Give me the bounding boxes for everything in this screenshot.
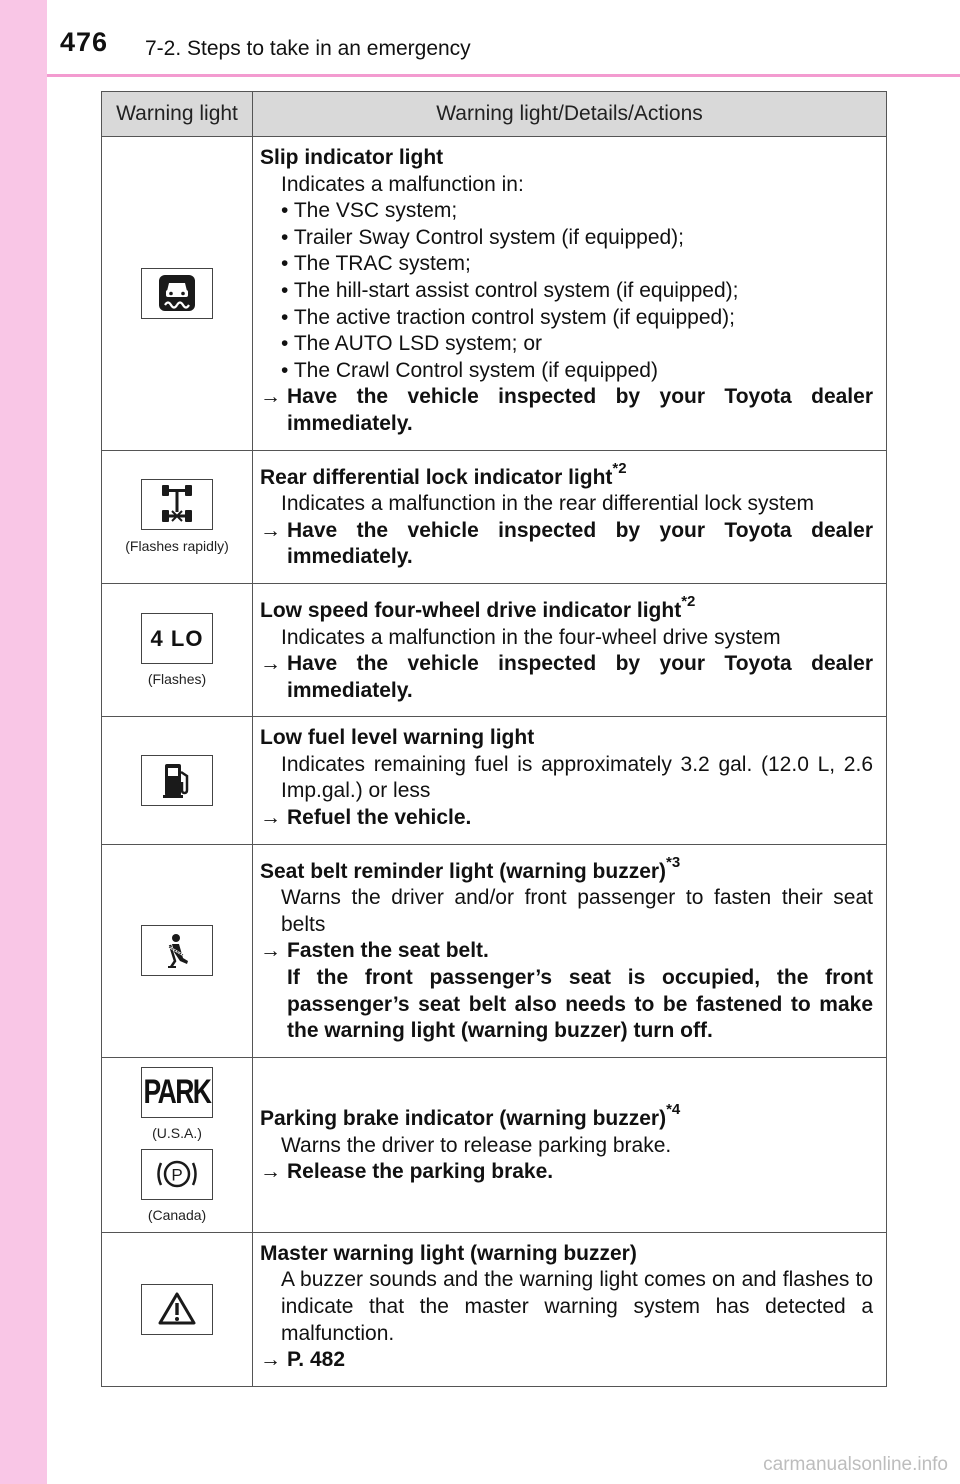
light-title: Seat belt reminder light (warning buzzer)$^{*3}$	[260, 853, 681, 883]
column-header-warning-light: Warning light	[102, 92, 253, 137]
action-text: → Fasten the seat belt.	[260, 938, 873, 965]
detail-text: Warns the driver and/or front passenger to fasten their seat belts	[281, 886, 873, 936]
detail-text: Indicates a malfunction in:	[281, 172, 524, 196]
svg-text:P: P	[171, 1165, 183, 1185]
warning-light-table	[101, 91, 887, 1387]
icon-cell	[102, 583, 253, 716]
details-cell	[253, 844, 887, 1057]
action-text: → Have the vehicle inspected by your Toyota dealer immediately.	[260, 385, 873, 435]
page-reference-link[interactable]: → P. 482	[260, 1347, 873, 1374]
arrow-icon: →	[260, 1348, 281, 1372]
detail-text: A buzzer sounds and the warning light comes on and flashes to indicate that the master warning system has detected a malfunction.	[281, 1268, 873, 1345]
master-warning-icon	[141, 1284, 213, 1335]
icon-cell	[102, 137, 253, 451]
footnote-mark: *2	[612, 459, 627, 477]
arrow-icon: →	[260, 806, 281, 830]
four-lo-icon: 4 LO	[141, 613, 213, 664]
light-title: Slip indicator light	[260, 146, 444, 169]
list-item: • The hill-start assist control system (if equipped);	[260, 278, 873, 305]
seat-belt-icon	[141, 925, 213, 976]
table-row	[102, 1057, 887, 1232]
rear-differential-lock-icon	[141, 479, 213, 530]
details-cell	[253, 450, 887, 583]
icon-caption: (Canada)	[147, 1206, 207, 1223]
details-cell	[253, 137, 887, 451]
action-text: → Refuel the vehicle.	[260, 805, 873, 832]
light-title: Master warning light (warning buzzer)	[260, 1241, 637, 1265]
list-item: • The TRAC system;	[260, 251, 873, 278]
park-icon: PARK	[141, 1067, 213, 1118]
icon-cell	[102, 1232, 253, 1386]
light-title: Low speed four-wheel drive indicator light$^{*2}$	[260, 592, 696, 622]
arrow-icon: →	[260, 385, 281, 409]
icon-cell	[102, 717, 253, 844]
detail-text: Indicates a malfunction in the four-wheel drive system	[281, 625, 781, 649]
side-color-strip	[0, 0, 47, 1484]
light-title: Rear differential lock indicator light$^{*2}$	[260, 459, 627, 489]
section-title: 7-2. Steps to take in an emergency	[145, 37, 471, 60]
table-row	[102, 583, 887, 716]
parking-brake-p-icon	[141, 1149, 213, 1200]
arrow-icon: →	[260, 518, 281, 542]
icon-cell	[102, 450, 253, 583]
action-text: → Have the vehicle inspected by your Toyota dealer immediately.	[260, 652, 873, 702]
icon-cell	[102, 1057, 253, 1232]
arrow-icon: →	[260, 939, 281, 963]
icon-caption: (U.S.A.)	[152, 1124, 202, 1141]
list-item: • The Crawl Control system (if equipped)	[260, 358, 873, 385]
footnote-mark: *4	[666, 1100, 681, 1118]
table-row	[102, 450, 887, 583]
footnote-mark: *3	[666, 853, 681, 871]
detail-text: Warns the driver to release parking brake.	[281, 1133, 672, 1157]
details-cell	[253, 1232, 887, 1386]
list-item: • The active traction control system (if equipped);	[260, 305, 873, 332]
page-number: 476	[60, 27, 109, 57]
details-cell	[253, 1057, 887, 1232]
footnote-mark: *2	[681, 592, 696, 610]
table-row	[102, 717, 887, 844]
icon-caption: (Flashes rapidly)	[125, 538, 229, 555]
details-cell	[253, 717, 887, 844]
fuel-pump-icon	[141, 755, 213, 806]
watermark-text: carmanualsonline.info	[763, 1454, 948, 1475]
arrow-icon: →	[260, 652, 281, 676]
list-item: • Trailer Sway Control system (if equipped);	[260, 225, 873, 252]
details-cell	[253, 583, 887, 716]
list-item: • The AUTO LSD system; or	[260, 331, 873, 358]
icon-cell	[102, 844, 253, 1057]
icon-caption: (Flashes)	[147, 671, 207, 688]
table-row	[102, 844, 887, 1057]
action-text: → Have the vehicle inspected by your Toyota dealer immediately.	[260, 518, 873, 569]
list-item: • The VSC system;	[260, 198, 873, 225]
detail-text: Indicates remaining fuel is approximately 3.2 gal. (12.0 L, 2.6 Imp.gal.) or less	[281, 752, 873, 803]
table-row	[102, 1232, 887, 1386]
detail-text: Indicates a malfunction in the rear differential lock system	[281, 492, 815, 516]
action-text: → Release the parking brake.	[260, 1159, 873, 1186]
action-continuation: If the front passenger’s seat is occupied, the front passenger’s seat belt also needs to be fastened to make the warning light (warning buzzer) turn off.	[287, 966, 873, 1043]
column-header-details: Warning light/Details/Actions	[253, 92, 887, 137]
table-row	[102, 137, 887, 451]
arrow-icon: →	[260, 1160, 281, 1184]
light-title: Parking brake indicator (warning buzzer)$^{*4}$	[260, 1100, 681, 1130]
slip-indicator-icon	[141, 268, 213, 319]
light-title: Low fuel level warning light	[260, 726, 535, 750]
